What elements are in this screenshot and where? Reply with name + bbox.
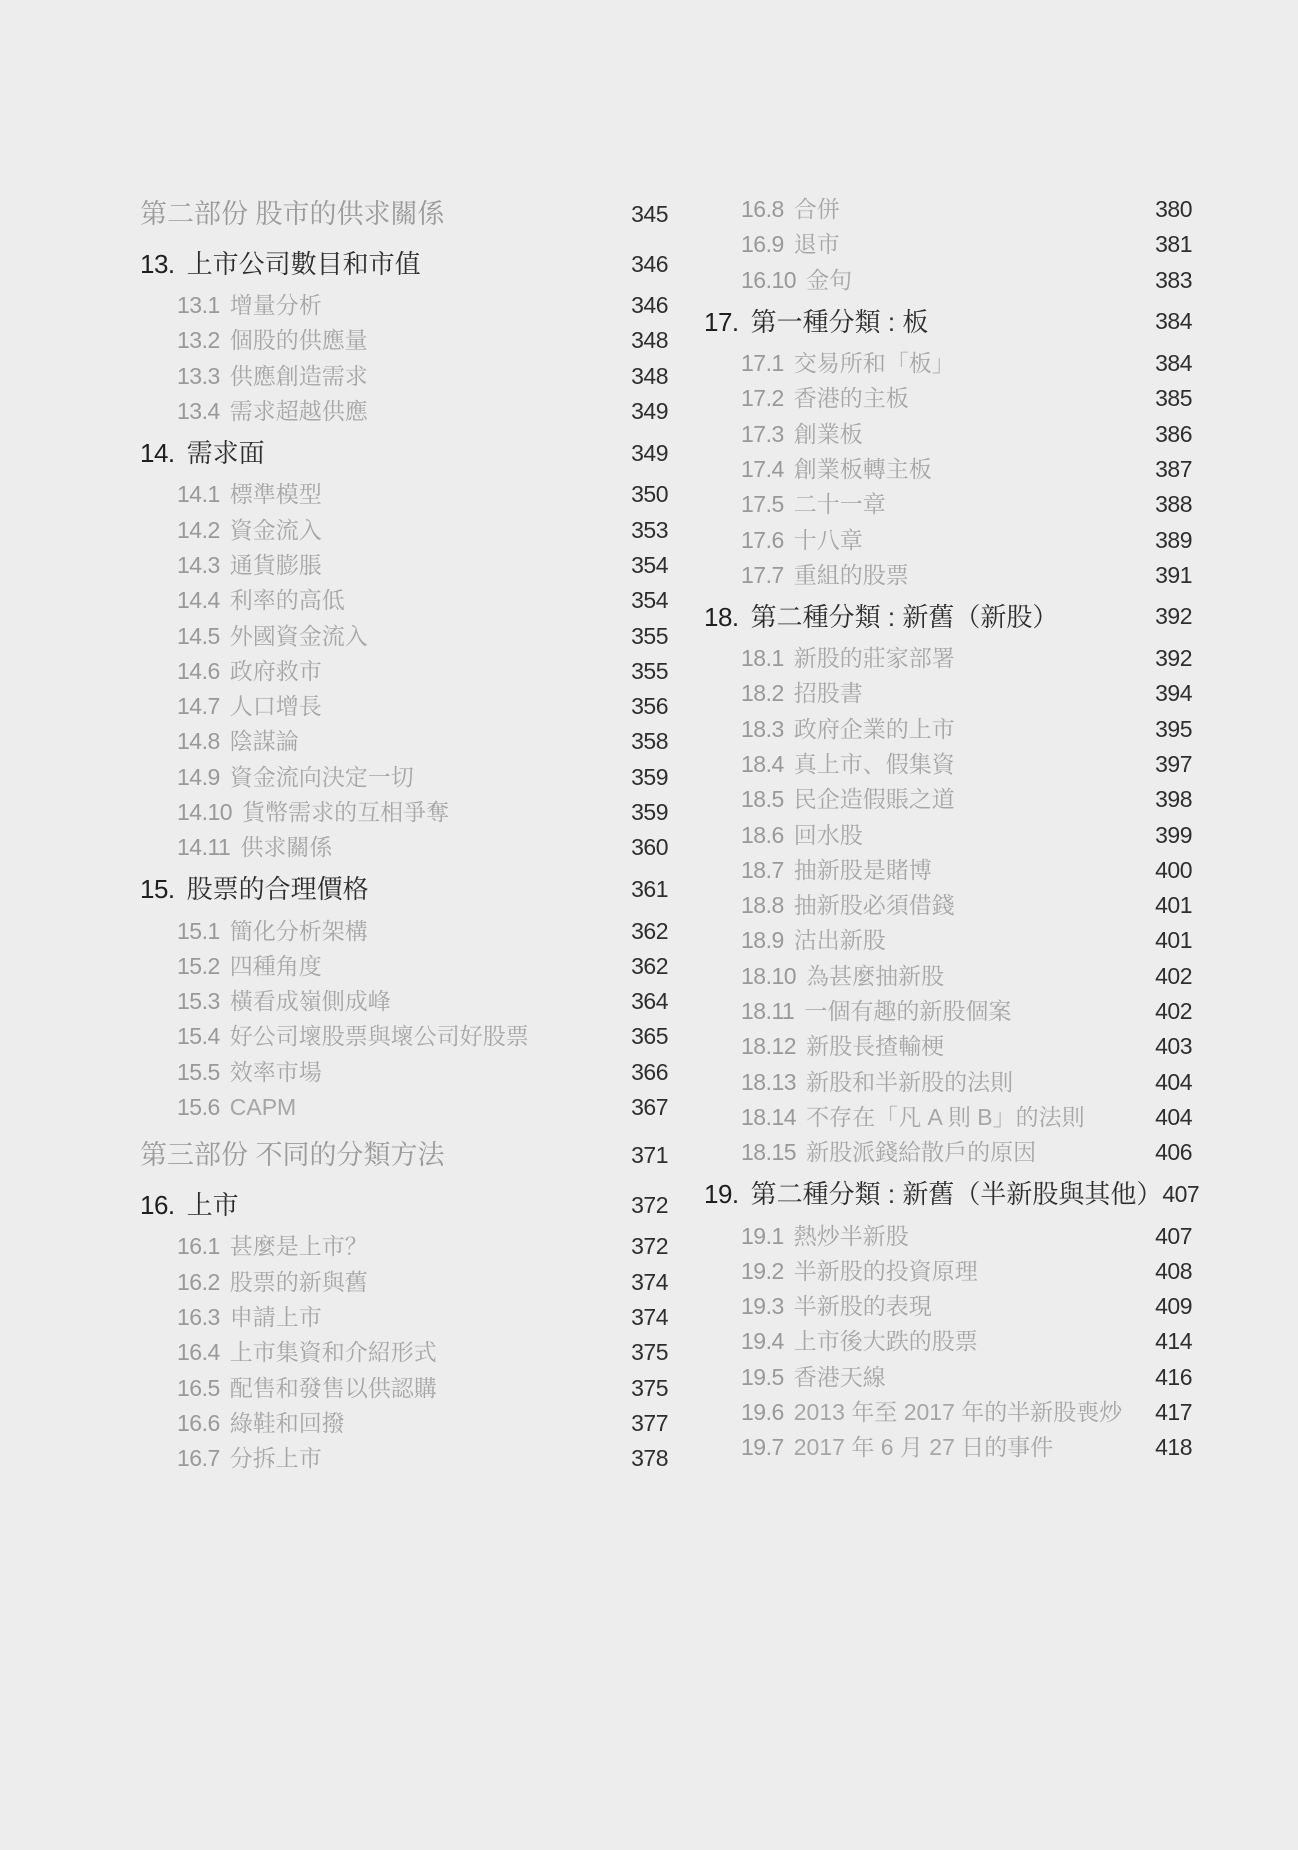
toc-row	[704, 817, 1192, 852]
toc-row	[704, 1029, 1192, 1064]
toc-entry-title: 政府企業的上市	[793, 715, 955, 742]
toc-page-number: 361	[631, 875, 668, 902]
toc-entry-number: 16.3	[177, 1303, 220, 1330]
toc-page-number: 386	[1155, 420, 1192, 447]
toc-page-number: 389	[1155, 526, 1192, 553]
toc-row	[140, 795, 668, 830]
toc-entry-number: 17.4	[741, 455, 784, 482]
toc-row	[704, 994, 1192, 1029]
toc-page-number: 366	[631, 1058, 668, 1085]
toc-page-number: 358	[631, 728, 668, 755]
toc-row	[704, 1430, 1192, 1465]
toc-page-number: 380	[1155, 196, 1192, 223]
toc-entry-number: 14.5	[177, 622, 220, 649]
toc-entry-number: 16.8	[741, 196, 784, 223]
toc-row	[140, 548, 668, 583]
toc-entry-title: 合併	[793, 196, 840, 223]
toc-row	[140, 869, 668, 909]
toc-row	[140, 1300, 668, 1335]
toc-page-number: 383	[1155, 266, 1192, 293]
toc-row	[140, 689, 668, 724]
toc-row	[704, 782, 1192, 817]
toc-row	[140, 244, 668, 284]
toc-row	[704, 641, 1192, 676]
toc-entry-number: 18.14	[741, 1103, 797, 1130]
toc-page-number: 374	[631, 1268, 668, 1295]
toc-entry-title: 不存在「凡 A 則 B」的法則	[806, 1103, 1085, 1130]
toc-entry-title: 一個有趣的新股個案	[804, 998, 1012, 1025]
toc-entry-number: 16.9	[741, 231, 784, 258]
toc-row	[140, 1019, 668, 1054]
toc-page-number: 407	[1155, 1222, 1192, 1249]
toc-row	[704, 888, 1192, 923]
toc-entry-number: 15.6	[177, 1094, 220, 1121]
toc-page-number: 355	[631, 622, 668, 649]
toc-entry-title: 上市後大跌的股票	[793, 1328, 978, 1355]
toc-entry-title: 標準模型	[229, 481, 322, 508]
toc-page-number: 372	[631, 1191, 668, 1218]
toc-row	[140, 724, 668, 759]
toc-entry-title: 交易所和「板」	[793, 350, 955, 377]
toc-page-number: 418	[1155, 1434, 1192, 1461]
toc-entry-title: 沽出新股	[793, 927, 886, 954]
toc-entry-number: 18.2	[741, 680, 784, 707]
toc-entry-title: 綠鞋和回撥	[229, 1409, 345, 1436]
toc-entry-title: 股票的新與舊	[229, 1268, 368, 1295]
toc-entry-title: 申請上市	[229, 1303, 322, 1330]
toc-page-number: 402	[1155, 998, 1192, 1025]
toc-entry-number: 16.7	[177, 1445, 220, 1472]
toc-entry-number: 15.2	[177, 952, 220, 979]
toc-page-number: 394	[1155, 680, 1192, 707]
toc-page-number: 392	[1155, 645, 1192, 672]
toc-row	[140, 1370, 668, 1405]
toc-entry-title: 第二部份 股市的供求關係	[140, 198, 445, 229]
toc-row	[704, 923, 1192, 958]
toc-page-number: 346	[631, 250, 668, 277]
toc-entry-number: 18.13	[741, 1068, 797, 1095]
toc-entry-title: 上市公司數目和市值	[186, 249, 421, 279]
toc-row	[140, 949, 668, 984]
toc-entry-title: 第二種分類 : 新舊（新股）	[750, 601, 1059, 632]
toc-entry-number: 19.6	[741, 1399, 784, 1426]
toc-entry-title: 招股書	[793, 680, 863, 707]
toc-entry-title: 第三部份 不同的分類方法	[140, 1139, 445, 1170]
toc-entry-number: 15.5	[177, 1058, 220, 1085]
toc-page-number: 356	[631, 693, 668, 720]
toc-page-number: 400	[1155, 856, 1192, 883]
toc-page-number: 401	[1155, 892, 1192, 919]
toc-entry-number: 18.10	[741, 962, 797, 989]
toc-row	[140, 477, 668, 512]
toc-entry-title: CAPM	[229, 1094, 297, 1121]
toc-page-number: 354	[631, 587, 668, 614]
toc-entry-title: 半新股的表現	[793, 1293, 932, 1320]
toc-page-number: 346	[631, 292, 668, 319]
toc-entry-title: 上市集資和介紹形式	[229, 1339, 437, 1366]
toc-page-number: 409	[1155, 1293, 1192, 1320]
toc-entry-number: 15.	[140, 874, 175, 905]
toc-page-number: 388	[1155, 491, 1192, 518]
toc-page-number: 375	[631, 1374, 668, 1401]
toc-row	[140, 984, 668, 1019]
toc-row	[704, 676, 1192, 711]
toc-row	[704, 452, 1192, 487]
toc-entry-title: 創業板轉主板	[793, 455, 932, 482]
toc-entry-number: 18.12	[741, 1033, 797, 1060]
toc-entry-number: 16.2	[177, 1268, 220, 1295]
toc-page-number: 417	[1155, 1399, 1192, 1426]
toc-page-number: 392	[1155, 603, 1192, 630]
toc-entry-title: 第二種分類 : 新舊（半新股與其他）	[750, 1179, 1163, 1210]
toc-entry-number: 19.1	[741, 1222, 784, 1249]
toc-entry-number: 14.9	[177, 763, 220, 790]
toc-entry-number: 14.8	[177, 728, 220, 755]
toc-row	[140, 192, 668, 236]
toc-page-number: 360	[631, 834, 668, 861]
toc-entry-number: 14.7	[177, 693, 220, 720]
toc-entry-number: 13.3	[177, 362, 220, 389]
toc-entry-title: 效率市場	[229, 1058, 322, 1085]
toc-entry-number: 15.4	[177, 1023, 220, 1050]
toc-entry-title: 資金流向決定一切	[229, 763, 414, 790]
toc-entry-number: 18.1	[741, 645, 784, 672]
toc-entry-number: 18.4	[741, 751, 784, 777]
toc-entry-number: 14.2	[177, 516, 220, 543]
toc-row	[704, 1065, 1192, 1100]
toc-row	[140, 1133, 668, 1177]
toc-page-number: 350	[631, 481, 668, 508]
toc-entry-number: 14.1	[177, 481, 220, 508]
toc-entry-title: 橫看成嶺側成峰	[229, 988, 391, 1015]
toc-row	[704, 1254, 1192, 1289]
toc-entry-number: 18.	[704, 601, 739, 632]
toc-row	[704, 381, 1192, 416]
toc-page-number: 391	[1155, 561, 1192, 588]
toc-entry-title: 金句	[806, 266, 853, 293]
toc-row	[140, 1265, 668, 1300]
toc-entry-number: 16.1	[177, 1233, 220, 1260]
toc-row	[140, 323, 668, 358]
toc-row	[704, 227, 1192, 262]
toc-entry-number: 19.3	[741, 1293, 784, 1320]
toc-entry-number: 17.1	[741, 350, 784, 377]
toc-entry-title: 為甚麼抽新股	[806, 962, 945, 989]
toc-entry-number: 19.2	[741, 1257, 784, 1284]
toc-entry-number: 16.	[140, 1190, 175, 1221]
toc-entry-number: 16.10	[741, 266, 797, 293]
toc-row	[140, 512, 668, 547]
toc-row	[704, 747, 1192, 782]
toc-entry-title: 2017 年 6 月 27 日的事件	[793, 1434, 1054, 1461]
toc-row	[704, 558, 1192, 593]
toc-page-number: 384	[1155, 350, 1192, 377]
toc-page-number: 404	[1155, 1103, 1192, 1130]
toc-entry-number: 16.6	[177, 1409, 220, 1436]
toc-entry-title: 貨幣需求的互相爭奪	[242, 799, 450, 825]
toc-row	[704, 1135, 1192, 1170]
toc-row	[140, 394, 668, 429]
toc-entry-title: 熱炒半新股	[793, 1222, 909, 1249]
toc-page-number: 349	[631, 439, 668, 466]
toc-row	[140, 288, 668, 323]
toc-row	[704, 1100, 1192, 1135]
toc-entry-number: 17.7	[741, 561, 784, 588]
toc-row	[704, 853, 1192, 888]
toc-entry-title: 股票的合理價格	[186, 874, 369, 905]
toc-page-number: 404	[1155, 1068, 1192, 1095]
toc-entry-number: 18.15	[741, 1139, 797, 1166]
toc-row	[704, 1395, 1192, 1430]
toc-entry-number: 13.1	[177, 292, 220, 319]
toc-entry-number: 14.4	[177, 587, 220, 614]
toc-page-number: 397	[1155, 751, 1192, 777]
toc-row	[704, 192, 1192, 227]
toc-column-left	[140, 192, 668, 1476]
toc-entry-title: 半新股的投資原理	[793, 1257, 978, 1284]
toc-entry-title: 四種角度	[229, 952, 322, 979]
toc-page-number: 378	[631, 1445, 668, 1472]
toc-page-number: 362	[631, 952, 668, 979]
toc-entry-number: 17.3	[741, 420, 784, 447]
toc-row	[140, 654, 668, 689]
toc-page-number: 365	[631, 1023, 668, 1050]
toc-row	[140, 618, 668, 653]
toc-row	[704, 1218, 1192, 1253]
toc-entry-number: 13.	[140, 249, 175, 279]
toc-page-number: 416	[1155, 1363, 1192, 1390]
toc-row	[704, 959, 1192, 994]
toc-entry-title: 新股長揸輸梗	[806, 1033, 945, 1060]
toc-row	[140, 830, 668, 865]
toc-row	[704, 1174, 1200, 1214]
toc-entry-title: 外國資金流入	[229, 622, 368, 649]
toc-entry-title: 真上市、假集資	[793, 751, 955, 777]
toc-entry-number: 19.5	[741, 1363, 784, 1390]
toc-row	[140, 1406, 668, 1441]
toc-page-number: 372	[631, 1233, 668, 1260]
toc-row	[704, 263, 1192, 298]
toc-row	[704, 1324, 1192, 1359]
toc-entry-title: 通貨膨脹	[229, 551, 322, 578]
toc-entry-number: 17.	[704, 306, 739, 337]
toc-page-number: 399	[1155, 821, 1192, 848]
toc-page-number: 371	[631, 1141, 668, 1168]
toc-entry-title: 利率的高低	[229, 587, 345, 614]
toc-page-number: 403	[1155, 1033, 1192, 1060]
toc-row	[140, 760, 668, 795]
toc-entry-title: 增量分析	[229, 292, 322, 319]
toc-entry-number: 17.2	[741, 385, 784, 412]
toc-row	[704, 522, 1192, 557]
toc-row	[140, 1090, 668, 1125]
toc-entry-title: 需求面	[186, 438, 265, 469]
toc-page-number: 406	[1155, 1139, 1192, 1166]
toc-entry-number: 19.	[704, 1179, 739, 1210]
toc-row	[140, 1441, 668, 1476]
toc-page-number: 408	[1155, 1257, 1192, 1284]
toc-row	[704, 487, 1192, 522]
toc-entry-number: 17.6	[741, 526, 784, 553]
toc-entry-title: 資金流入	[229, 516, 322, 543]
toc-page-number: 395	[1155, 715, 1192, 742]
toc-entry-title: 政府救市	[229, 657, 322, 684]
toc-entry-number: 19.4	[741, 1328, 784, 1355]
toc-entry-title: 新股和半新股的法則	[806, 1068, 1014, 1095]
toc-entry-title: 個股的供應量	[229, 327, 368, 354]
toc-entry-number: 18.6	[741, 821, 784, 848]
toc-page-number: 359	[631, 763, 668, 790]
toc-entry-title: 民企造假賬之道	[793, 786, 955, 813]
toc-page-number: 377	[631, 1409, 668, 1436]
toc-page-number: 367	[631, 1094, 668, 1121]
toc-entry-number: 14.	[140, 438, 175, 469]
toc-page-number: 398	[1155, 786, 1192, 813]
toc-page-number: 381	[1155, 231, 1192, 258]
toc-row	[704, 302, 1192, 342]
toc-row	[140, 913, 668, 948]
toc-entry-title: 二十一章	[793, 491, 886, 518]
toc-entry-number: 14.6	[177, 657, 220, 684]
toc-entry-number: 16.5	[177, 1374, 220, 1401]
toc-row	[704, 712, 1192, 747]
toc-row	[140, 1185, 668, 1225]
toc-page-number: 387	[1155, 455, 1192, 482]
toc-entry-title: 需求超越供應	[229, 398, 368, 425]
toc-page-number: 384	[1155, 308, 1192, 335]
toc-page-number: 348	[631, 362, 668, 389]
toc-page-number: 385	[1155, 385, 1192, 412]
toc-entry-title: 甚麼是上市？	[229, 1233, 368, 1260]
toc-page-number: 414	[1155, 1328, 1192, 1355]
toc-entry-number: 14.10	[177, 799, 233, 825]
toc-entry-title: 香港天線	[793, 1363, 886, 1390]
toc-entry-title: 供應創造需求	[229, 362, 368, 389]
toc-page-number: 362	[631, 917, 668, 944]
toc-entry-title: 人口增長	[229, 693, 322, 720]
toc-row	[140, 1229, 668, 1264]
toc-entry-title: 抽新股必須借錢	[793, 892, 955, 919]
toc-entry-title: 陰謀論	[229, 728, 299, 755]
toc-entry-title: 退市	[793, 231, 840, 258]
toc-entry-title: 回水股	[793, 821, 863, 848]
toc-entry-title: 十八章	[793, 526, 863, 553]
toc-page-number: 374	[631, 1303, 668, 1330]
toc-entry-number: 15.3	[177, 988, 220, 1015]
toc-entry-number: 18.7	[741, 856, 784, 883]
toc-page-number: 401	[1155, 927, 1192, 954]
toc-entry-title: 新股派錢給散戶的原因	[806, 1139, 1037, 1166]
toc-entry-number: 13.4	[177, 398, 220, 425]
toc-page-number: 354	[631, 551, 668, 578]
toc-page-number: 349	[631, 398, 668, 425]
toc-page-number: 345	[631, 200, 668, 227]
toc-entry-number: 14.3	[177, 551, 220, 578]
toc-entry-number: 13.2	[177, 327, 220, 354]
toc-page-number: 364	[631, 988, 668, 1015]
toc-row	[704, 1360, 1192, 1395]
toc-entry-number: 18.8	[741, 892, 784, 919]
toc-entry-title: 配售和發售以供認購	[229, 1374, 437, 1401]
toc-page-number: 355	[631, 657, 668, 684]
toc-row	[704, 597, 1192, 637]
toc-row	[140, 359, 668, 394]
toc-column-right	[704, 192, 1200, 1466]
toc-page-number: 348	[631, 327, 668, 354]
toc-entry-title: 第一種分類 : 板	[750, 306, 929, 337]
toc-entry-number: 18.9	[741, 927, 784, 954]
toc-entry-title: 簡化分析架構	[229, 917, 368, 944]
toc-page-number: 359	[631, 799, 668, 825]
toc-entry-title: 上市	[186, 1190, 239, 1221]
toc-page-number: 375	[631, 1339, 668, 1366]
toc-entry-title: 分拆上市	[229, 1445, 322, 1472]
toc-entry-number: 18.5	[741, 786, 784, 813]
toc-entry-title: 抽新股是賭博	[793, 856, 932, 883]
toc-page-number: 407	[1162, 1180, 1200, 1207]
toc-page-number: 402	[1155, 962, 1192, 989]
toc-entry-title: 創業板	[793, 420, 863, 447]
toc-entry-title: 供求關係	[240, 834, 333, 861]
toc-entry-title: 新股的莊家部署	[793, 645, 955, 672]
toc-row	[704, 346, 1192, 381]
toc-entry-number: 19.7	[741, 1434, 784, 1461]
toc-row	[704, 416, 1192, 451]
toc-entry-number: 14.11	[177, 834, 231, 861]
toc-entry-number: 15.1	[177, 917, 220, 944]
toc-entry-number: 16.4	[177, 1339, 220, 1366]
toc-page-number: 353	[631, 516, 668, 543]
toc-entry-number: 17.5	[741, 491, 784, 518]
toc-entry-title: 好公司壞股票與壞公司好股票	[229, 1023, 529, 1050]
toc-row	[140, 1335, 668, 1370]
toc-entry-number: 18.11	[741, 998, 795, 1025]
toc-row	[140, 583, 668, 618]
toc-entry-title: 香港的主板	[793, 385, 909, 412]
toc-entry-title: 重組的股票	[793, 561, 909, 588]
toc-row	[140, 1055, 668, 1090]
toc-row	[704, 1289, 1192, 1324]
toc-entry-number: 18.3	[741, 715, 784, 742]
toc-entry-title: 2013 年至 2017 年的半新股喪炒	[793, 1399, 1123, 1426]
toc-row	[140, 433, 668, 473]
